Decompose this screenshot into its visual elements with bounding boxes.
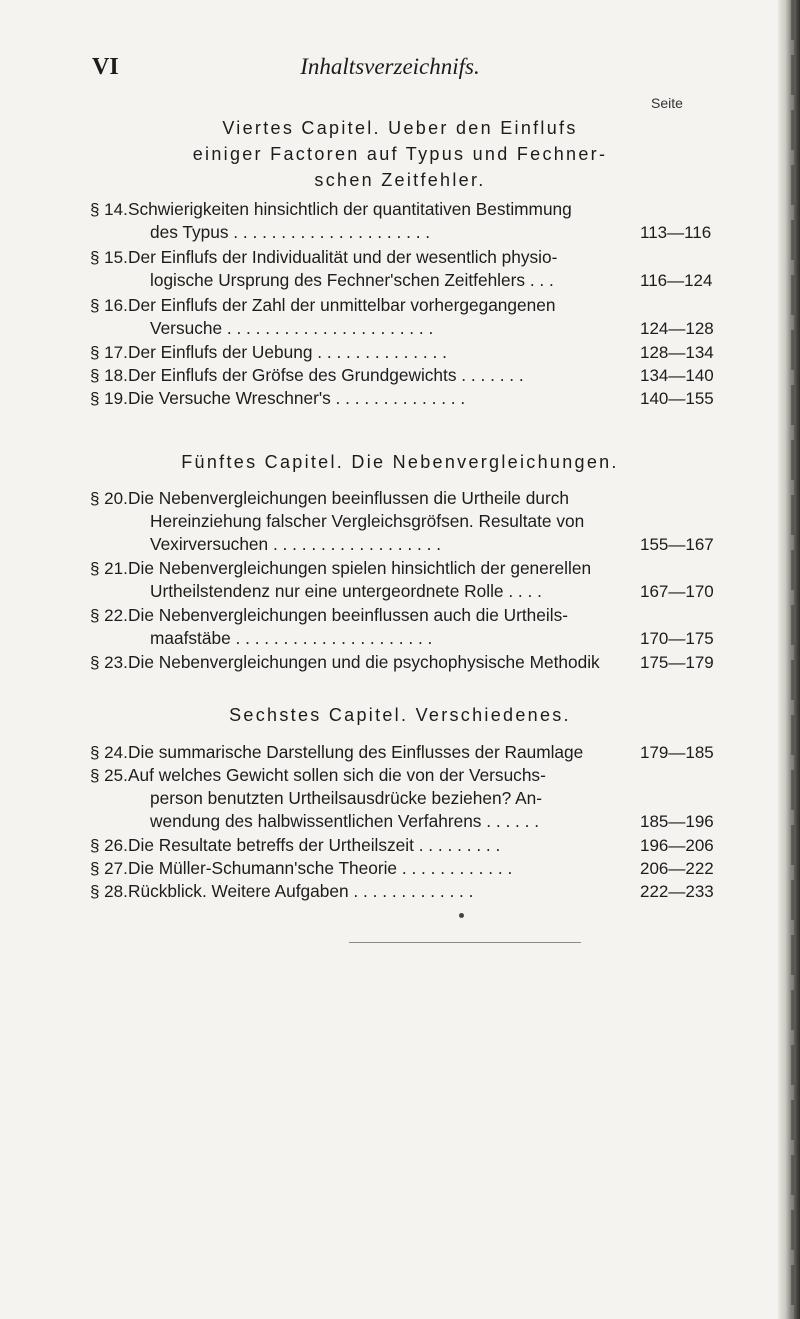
page-range: 134—140	[640, 366, 714, 385]
chapter-title-line: schen Zeitfehler.	[314, 170, 486, 190]
section-title-line: Die summarische Darstellung des Einflusses der Raumlage	[128, 742, 584, 762]
section-number: § 15.	[90, 248, 128, 267]
section-title-line: logische Ursprung des Fechner'schen Zeitfehlers . . .	[150, 270, 554, 290]
section-title	[128, 557, 636, 603]
section-title	[128, 487, 636, 556]
chapter-title-5	[100, 449, 700, 475]
section-title-line: Der Einflufs der Individualität und der wesentlich physio-	[128, 247, 558, 267]
section-title-line: Die Resultate betreffs der Urtheilszeit . . . . . . . . .	[128, 835, 501, 855]
chapter-title-6	[100, 702, 700, 728]
chapter-title-line: Sechstes Capitel. Verschiedenes.	[229, 705, 571, 725]
section-title-line: Auf welches Gewicht sollen sich die von der Versuchs-	[128, 765, 546, 785]
ink-speck	[459, 913, 464, 918]
section-number: § 22.	[90, 606, 128, 625]
section-title-line: Die Nebenvergleichungen und die psychophysische Methodik	[128, 652, 600, 672]
page-edge-shadow	[778, 0, 800, 1319]
chapter-title-line: Viertes Capitel. Ueber den Einflufs	[222, 118, 578, 138]
running-title: Inhaltsverzeichnifs.	[300, 54, 480, 79]
section-title	[128, 764, 636, 833]
page-header	[0, 54, 780, 84]
page-range: 170—175	[640, 629, 714, 648]
page-range: 124—128	[640, 319, 714, 338]
section-title-line: person benutzten Urtheilsausdrücke beziehen? An-	[150, 788, 542, 808]
page-column-label: Seite	[651, 95, 683, 111]
section-number: § 21.	[90, 559, 128, 578]
divider-rule	[349, 942, 581, 943]
section-title-line: Die Nebenvergleichungen spielen hinsichtlich der generellen	[128, 558, 592, 578]
section-title	[128, 741, 636, 764]
section-number: § 26.	[90, 836, 128, 855]
chapter-title-4	[100, 115, 700, 193]
page-range: 140—155	[640, 389, 714, 408]
section-title	[128, 246, 636, 292]
section-title	[128, 834, 636, 857]
section-title	[128, 294, 636, 340]
section-title-line: wendung des halbwissentlichen Verfahrens . . . . . .	[150, 811, 540, 831]
section-title-line: Schwierigkeiten hinsichtlich der quantitativen Bestimmung	[128, 199, 572, 219]
page-range: 113—116	[640, 223, 712, 242]
section-number: § 24.	[90, 743, 128, 762]
section-title-line: Die Nebenvergleichungen beeinflussen die Urtheile durch	[128, 488, 569, 508]
section-title-line: Die Müller-Schumann'sche Theorie . . . . . . . . . . . .	[128, 858, 513, 878]
section-title-line: Vexirversuchen . . . . . . . . . . . . . . . . . .	[150, 534, 441, 554]
page-range: 206—222	[640, 859, 714, 878]
section-title-line: Hereinziehung falscher Vergleichsgröfsen. Resultate von	[150, 511, 585, 531]
section-title-line: Der Einflufs der Zahl der unmittelbar vorhergegangenen	[128, 295, 556, 315]
page-number: VI	[92, 54, 119, 80]
chapter-title-line: einiger Factoren auf Typus und Fechner-	[192, 144, 608, 164]
section-title-line: Die Versuche Wreschner's . . . . . . . . . . . . . .	[128, 388, 466, 408]
page-range: 128—134	[640, 343, 714, 362]
section-title	[128, 198, 636, 244]
section-title	[128, 341, 636, 364]
page-range: 196—206	[640, 836, 714, 855]
section-number: § 20.	[90, 489, 128, 508]
section-number: § 18.	[90, 366, 128, 385]
page-range: 167—170	[640, 582, 714, 601]
page-range: 155—167	[640, 535, 714, 554]
section-title-line: Die Nebenvergleichungen beeinflussen auch die Urtheils-	[128, 605, 568, 625]
section-number: § 27.	[90, 859, 128, 878]
section-title	[128, 651, 636, 674]
section-title	[128, 604, 636, 650]
page-range: 179—185	[640, 743, 714, 762]
section-number: § 23.	[90, 653, 128, 672]
section-number: § 19.	[90, 389, 128, 408]
page-range: 116—124	[640, 271, 713, 290]
section-title-line: Urtheilstendenz nur eine untergeordnete Rolle . . . .	[150, 581, 542, 601]
section-title-line: Der Einflufs der Gröfse des Grundgewichts . . . . . . .	[128, 365, 524, 385]
page-range: 185—196	[640, 812, 714, 831]
page-edge-texture	[791, 0, 794, 1319]
section-number: § 17.	[90, 343, 128, 362]
section-title-line: Der Einflufs der Uebung . . . . . . . . . . . . . .	[128, 342, 447, 362]
section-title	[128, 387, 636, 410]
section-number: § 25.	[90, 766, 128, 785]
section-number: § 16.	[90, 296, 128, 315]
chapter-title-line: Fünftes Capitel. Die Nebenvergleichungen.	[181, 452, 619, 472]
section-title	[128, 880, 636, 903]
page-range: 175—179	[640, 653, 714, 672]
section-title-line: Rückblick. Weitere Aufgaben . . . . . . . . . . . . .	[128, 881, 474, 901]
section-title-line: des Typus . . . . . . . . . . . . . . . . . . . . .	[150, 222, 431, 242]
section-title	[128, 364, 636, 387]
section-number: § 14.	[90, 200, 128, 219]
section-title-line: Versuche . . . . . . . . . . . . . . . . . . . . . .	[150, 318, 434, 338]
section-title-line: maafstäbe . . . . . . . . . . . . . . . . . . . . .	[150, 628, 433, 648]
section-number: § 28.	[90, 882, 128, 901]
section-title	[128, 857, 636, 880]
page-range: 222—233	[640, 882, 714, 901]
